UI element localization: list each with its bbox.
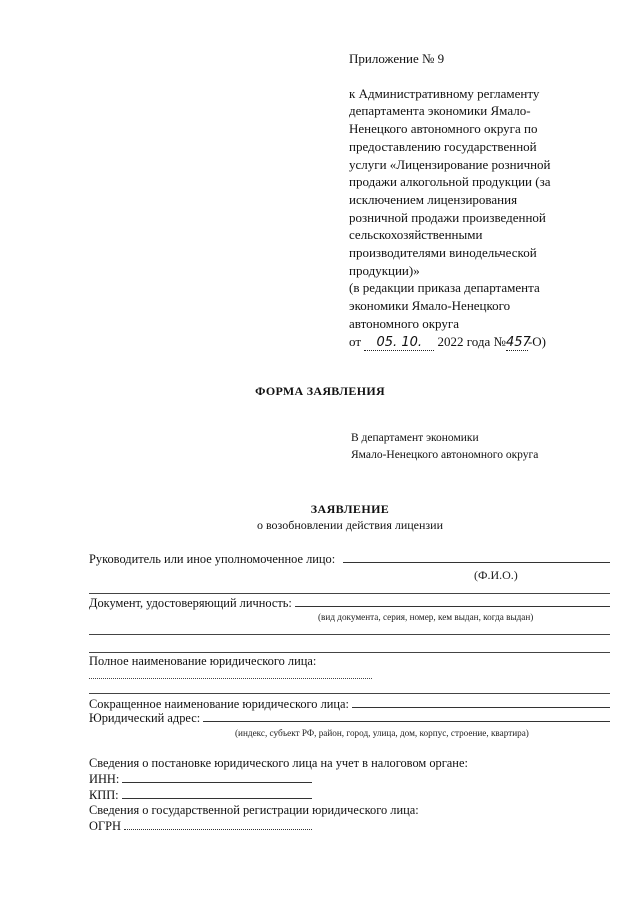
appendix-line: исключением лицензирования — [349, 191, 518, 207]
blank-rule[interactable] — [89, 652, 610, 653]
blank-rule[interactable] — [89, 693, 610, 694]
appendix-line: к Административному регламенту — [349, 85, 540, 101]
order-number-value: 457 — [505, 334, 531, 350]
appendix-line: продукции)» — [349, 262, 420, 278]
blank-rule[interactable] — [89, 634, 610, 635]
id-document-field — [89, 596, 610, 611]
address-label: Юридический адрес: — [89, 711, 201, 725]
appendix-line: розничной продажи произведенной — [349, 209, 546, 225]
state-registration-label: Сведения о государственной регистрации юридического лица: — [89, 803, 419, 817]
ogrn-label: ОГРН — [89, 819, 121, 833]
statement-title: ЗАЯВЛЕНИЕ — [310, 502, 390, 516]
full-name-field — [89, 654, 316, 669]
appendix-line: департамента экономики Ямало- — [349, 103, 531, 119]
id-document-input-line[interactable] — [295, 596, 610, 607]
addressee — [351, 430, 538, 464]
statement-subtitle: о возобновлении действия лицензии — [256, 518, 444, 532]
addressee-line-1: В департамент экономики — [351, 432, 479, 444]
address-field — [89, 711, 610, 726]
address-input-line[interactable] — [203, 711, 610, 722]
short-name-field — [89, 697, 610, 712]
full-name-label: Полное наименование юридического лица: — [89, 654, 317, 668]
inn-input-line[interactable] — [122, 772, 312, 783]
ogrn-field — [89, 819, 312, 834]
short-name-label: Сокращенное наименование юридического лица: — [89, 697, 349, 711]
inn-field — [89, 772, 312, 787]
date-middle: 2022 года № — [437, 333, 506, 349]
appendix-block — [349, 50, 624, 351]
address-hint: (индекс, субъект РФ, район, город, улица, дом, корпус, строение, квартира) — [235, 728, 529, 738]
id-document-hint: (вид документа, серия, номер, кем выдан, когда выдан) — [318, 612, 534, 622]
short-name-input-line[interactable] — [352, 697, 610, 708]
kpp-label: КПП: — [89, 788, 119, 802]
kpp-field — [89, 788, 312, 803]
order-date-line — [349, 333, 624, 351]
ogrn-input-line[interactable] — [124, 819, 312, 830]
kpp-input-line[interactable] — [122, 788, 312, 799]
appendix-line: (в редакции приказа департамента — [349, 280, 540, 296]
appendix-line: сельскохозяйственными — [349, 227, 483, 243]
order-date-value: 05. 10. — [364, 336, 434, 351]
fio-hint: (Ф.И.О.) — [474, 568, 518, 582]
tax-registration-heading — [89, 756, 468, 771]
appendix-line: экономики Ямало-Ненецкого — [349, 298, 511, 314]
id-document-label: Документ, удостоверяющий личность: — [89, 596, 292, 610]
head-label: Руководитель или иное уполномоченное лицо: — [89, 552, 336, 566]
order-suffix: -О) — [527, 333, 546, 349]
form-title: ФОРМА ЗАЯВЛЕНИЯ — [255, 384, 385, 398]
blank-rule[interactable] — [89, 678, 372, 679]
date-prefix: от — [349, 333, 362, 349]
appendix-line: предоставлению государственной — [349, 138, 537, 154]
head-input-line[interactable] — [343, 552, 610, 563]
state-registration-heading — [89, 803, 419, 818]
appendix-title: Приложение № 9 — [349, 51, 445, 66]
blank-rule[interactable] — [89, 593, 610, 594]
appendix-line: производителями винодельческой — [349, 245, 537, 261]
appendix-line: Ненецкого автономного округа по — [349, 121, 538, 137]
tax-registration-label: Сведения о постановке юридического лица на учет в налоговом органе: — [89, 756, 468, 770]
head-field — [89, 552, 610, 567]
appendix-line: услуги «Лицензирование розничной — [349, 156, 551, 172]
inn-label: ИНН: — [89, 772, 120, 786]
appendix-line: автономного округа — [349, 315, 459, 331]
addressee-line-2: Ямало-Ненецкого автономного округа — [351, 449, 539, 461]
appendix-line: продажи алкогольной продукции (за — [349, 174, 551, 190]
